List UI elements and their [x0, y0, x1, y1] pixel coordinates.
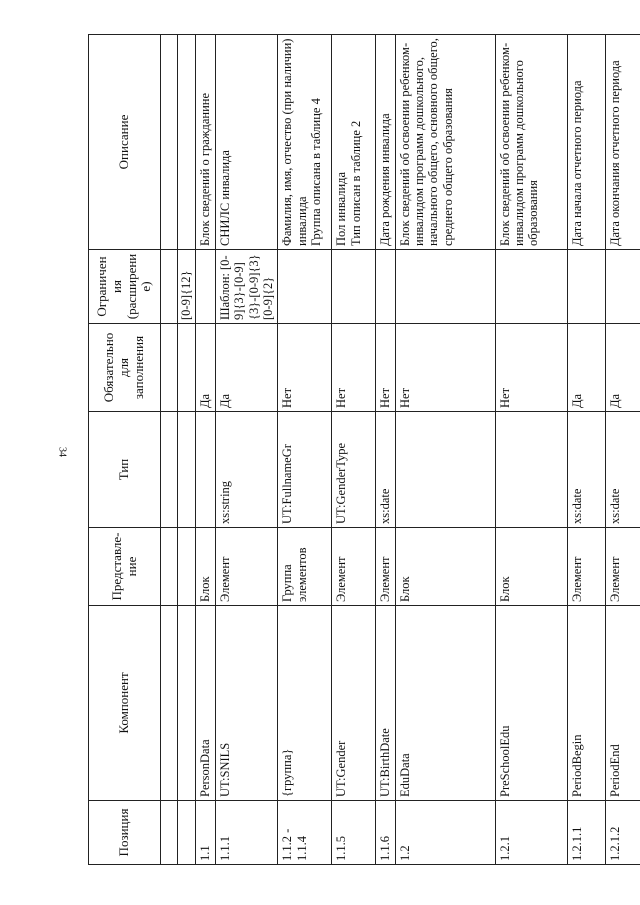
cell-component: PersonData [196, 606, 215, 801]
cell-type [178, 412, 196, 528]
cell-required: Нет [278, 324, 332, 412]
cell-type: xs:date [605, 412, 640, 528]
cell-constraints [395, 250, 495, 324]
cell-representation: Блок [395, 528, 495, 606]
cell-required: Да [196, 324, 215, 412]
cell-position: 1.1.2 - 1.1.4 [278, 801, 332, 865]
cell-constraints [376, 250, 395, 324]
cell-description: Дата начала отчетного периода [567, 35, 605, 250]
cell-constraints [278, 250, 332, 324]
cell-position: 1.2 [395, 801, 495, 865]
cell-component [161, 606, 178, 801]
cell-constraints [605, 250, 640, 324]
cell-required [178, 324, 196, 412]
cell-position: 1.1.1 [215, 801, 278, 865]
cell-component: UT:Gender [332, 606, 376, 801]
cell-description: Пол инвалида Тип описан в таблице 2 [332, 35, 376, 250]
cell-constraints [332, 250, 376, 324]
cell-representation [178, 528, 196, 606]
cell-required: Нет [332, 324, 376, 412]
cell-description [178, 35, 196, 250]
cell-component: UT:SNILS [215, 606, 278, 801]
table-row [278, 35, 332, 865]
header-description: Описание [89, 35, 161, 250]
header-constraints: Ограничения (расширение) [89, 250, 161, 324]
cell-position: 1.1.5 [332, 801, 376, 865]
table-row [605, 35, 640, 865]
cell-component: PeriodBegin [567, 606, 605, 801]
cell-type [495, 412, 567, 528]
cell-required: Нет [376, 324, 395, 412]
cell-type: UT:GenderType [332, 412, 376, 528]
rotated-page-content [80, 0, 622, 905]
cell-constraints [567, 250, 605, 324]
cell-constraints: Шаблон: [0-9]{3}-[0-9]{3}-[0-9]{3} [0-9]{2} [215, 250, 278, 324]
cell-required: Нет [495, 324, 567, 412]
cell-representation: Группа элементов [278, 528, 332, 606]
cell-required: Да [567, 324, 605, 412]
cell-position: 1.2.1.2 [605, 801, 640, 865]
cell-representation: Элемент [376, 528, 395, 606]
cell-position [178, 801, 196, 865]
spec-table [88, 34, 640, 865]
header-position: Позиция [89, 801, 161, 865]
table-row [161, 35, 178, 865]
page-number: 34 [56, 447, 68, 457]
cell-component: PreSchoolEdu [495, 606, 567, 801]
cell-description: Блок сведений об освоении ребенком-инвалидом программ дошкольного образования [495, 35, 567, 250]
cell-position: 1.2.1 [495, 801, 567, 865]
cell-description: Дата окончания отчетного периода [605, 35, 640, 250]
cell-representation: Элемент [605, 528, 640, 606]
table-row [332, 35, 376, 865]
cell-required [161, 324, 178, 412]
cell-description [161, 35, 178, 250]
cell-type: xs:date [567, 412, 605, 528]
cell-representation [161, 528, 178, 606]
cell-type: xs:string [215, 412, 278, 528]
cell-position [161, 801, 178, 865]
cell-type [395, 412, 495, 528]
cell-representation: Элемент [567, 528, 605, 606]
cell-type: xs:date [376, 412, 395, 528]
cell-constraints [196, 250, 215, 324]
cell-representation: Элемент [215, 528, 278, 606]
cell-required: Нет [395, 324, 495, 412]
cell-description: Блок сведений о гражданине [196, 35, 215, 250]
cell-description: СНИЛС инвалида [215, 35, 278, 250]
cell-required: Да [215, 324, 278, 412]
table-row [376, 35, 395, 865]
cell-constraints [161, 250, 178, 324]
table-row [495, 35, 567, 865]
header-component: Компонент [89, 606, 161, 801]
cell-description: Фамилия, имя, отчество (при наличии) инвалида Группа описана в таблице 4 [278, 35, 332, 250]
cell-representation: Элемент [332, 528, 376, 606]
cell-type [161, 412, 178, 528]
header-type: Тип [89, 412, 161, 528]
cell-component: PeriodEnd [605, 606, 640, 801]
cell-constraints [495, 250, 567, 324]
cell-component [178, 606, 196, 801]
cell-type: UT:FullnameGr [278, 412, 332, 528]
cell-description: Дата рождения инвалида [376, 35, 395, 250]
table-row [395, 35, 495, 865]
table-row [178, 35, 196, 865]
table-row [196, 35, 215, 865]
cell-description: Блок сведений об освоении ребенком-инвалидом программ дошкольного, начального общего, основного общего, среднего общего образования [395, 35, 495, 250]
cell-position: 1.2.1.1 [567, 801, 605, 865]
table-row [567, 35, 605, 865]
cell-component: UT:BirthDate [376, 606, 395, 801]
header-row [89, 35, 161, 865]
cell-position: 1.1 [196, 801, 215, 865]
header-representation: Представле- ние [89, 528, 161, 606]
cell-representation: Блок [196, 528, 215, 606]
cell-position: 1.1.6 [376, 801, 395, 865]
cell-required: Да [605, 324, 640, 412]
header-required: Обязательно для заполнения [89, 324, 161, 412]
cell-constraints: [0-9]{12} [178, 250, 196, 324]
cell-type [196, 412, 215, 528]
cell-component: EduData [395, 606, 495, 801]
cell-component: {группа} [278, 606, 332, 801]
table-row [215, 35, 278, 865]
cell-representation: Блок [495, 528, 567, 606]
